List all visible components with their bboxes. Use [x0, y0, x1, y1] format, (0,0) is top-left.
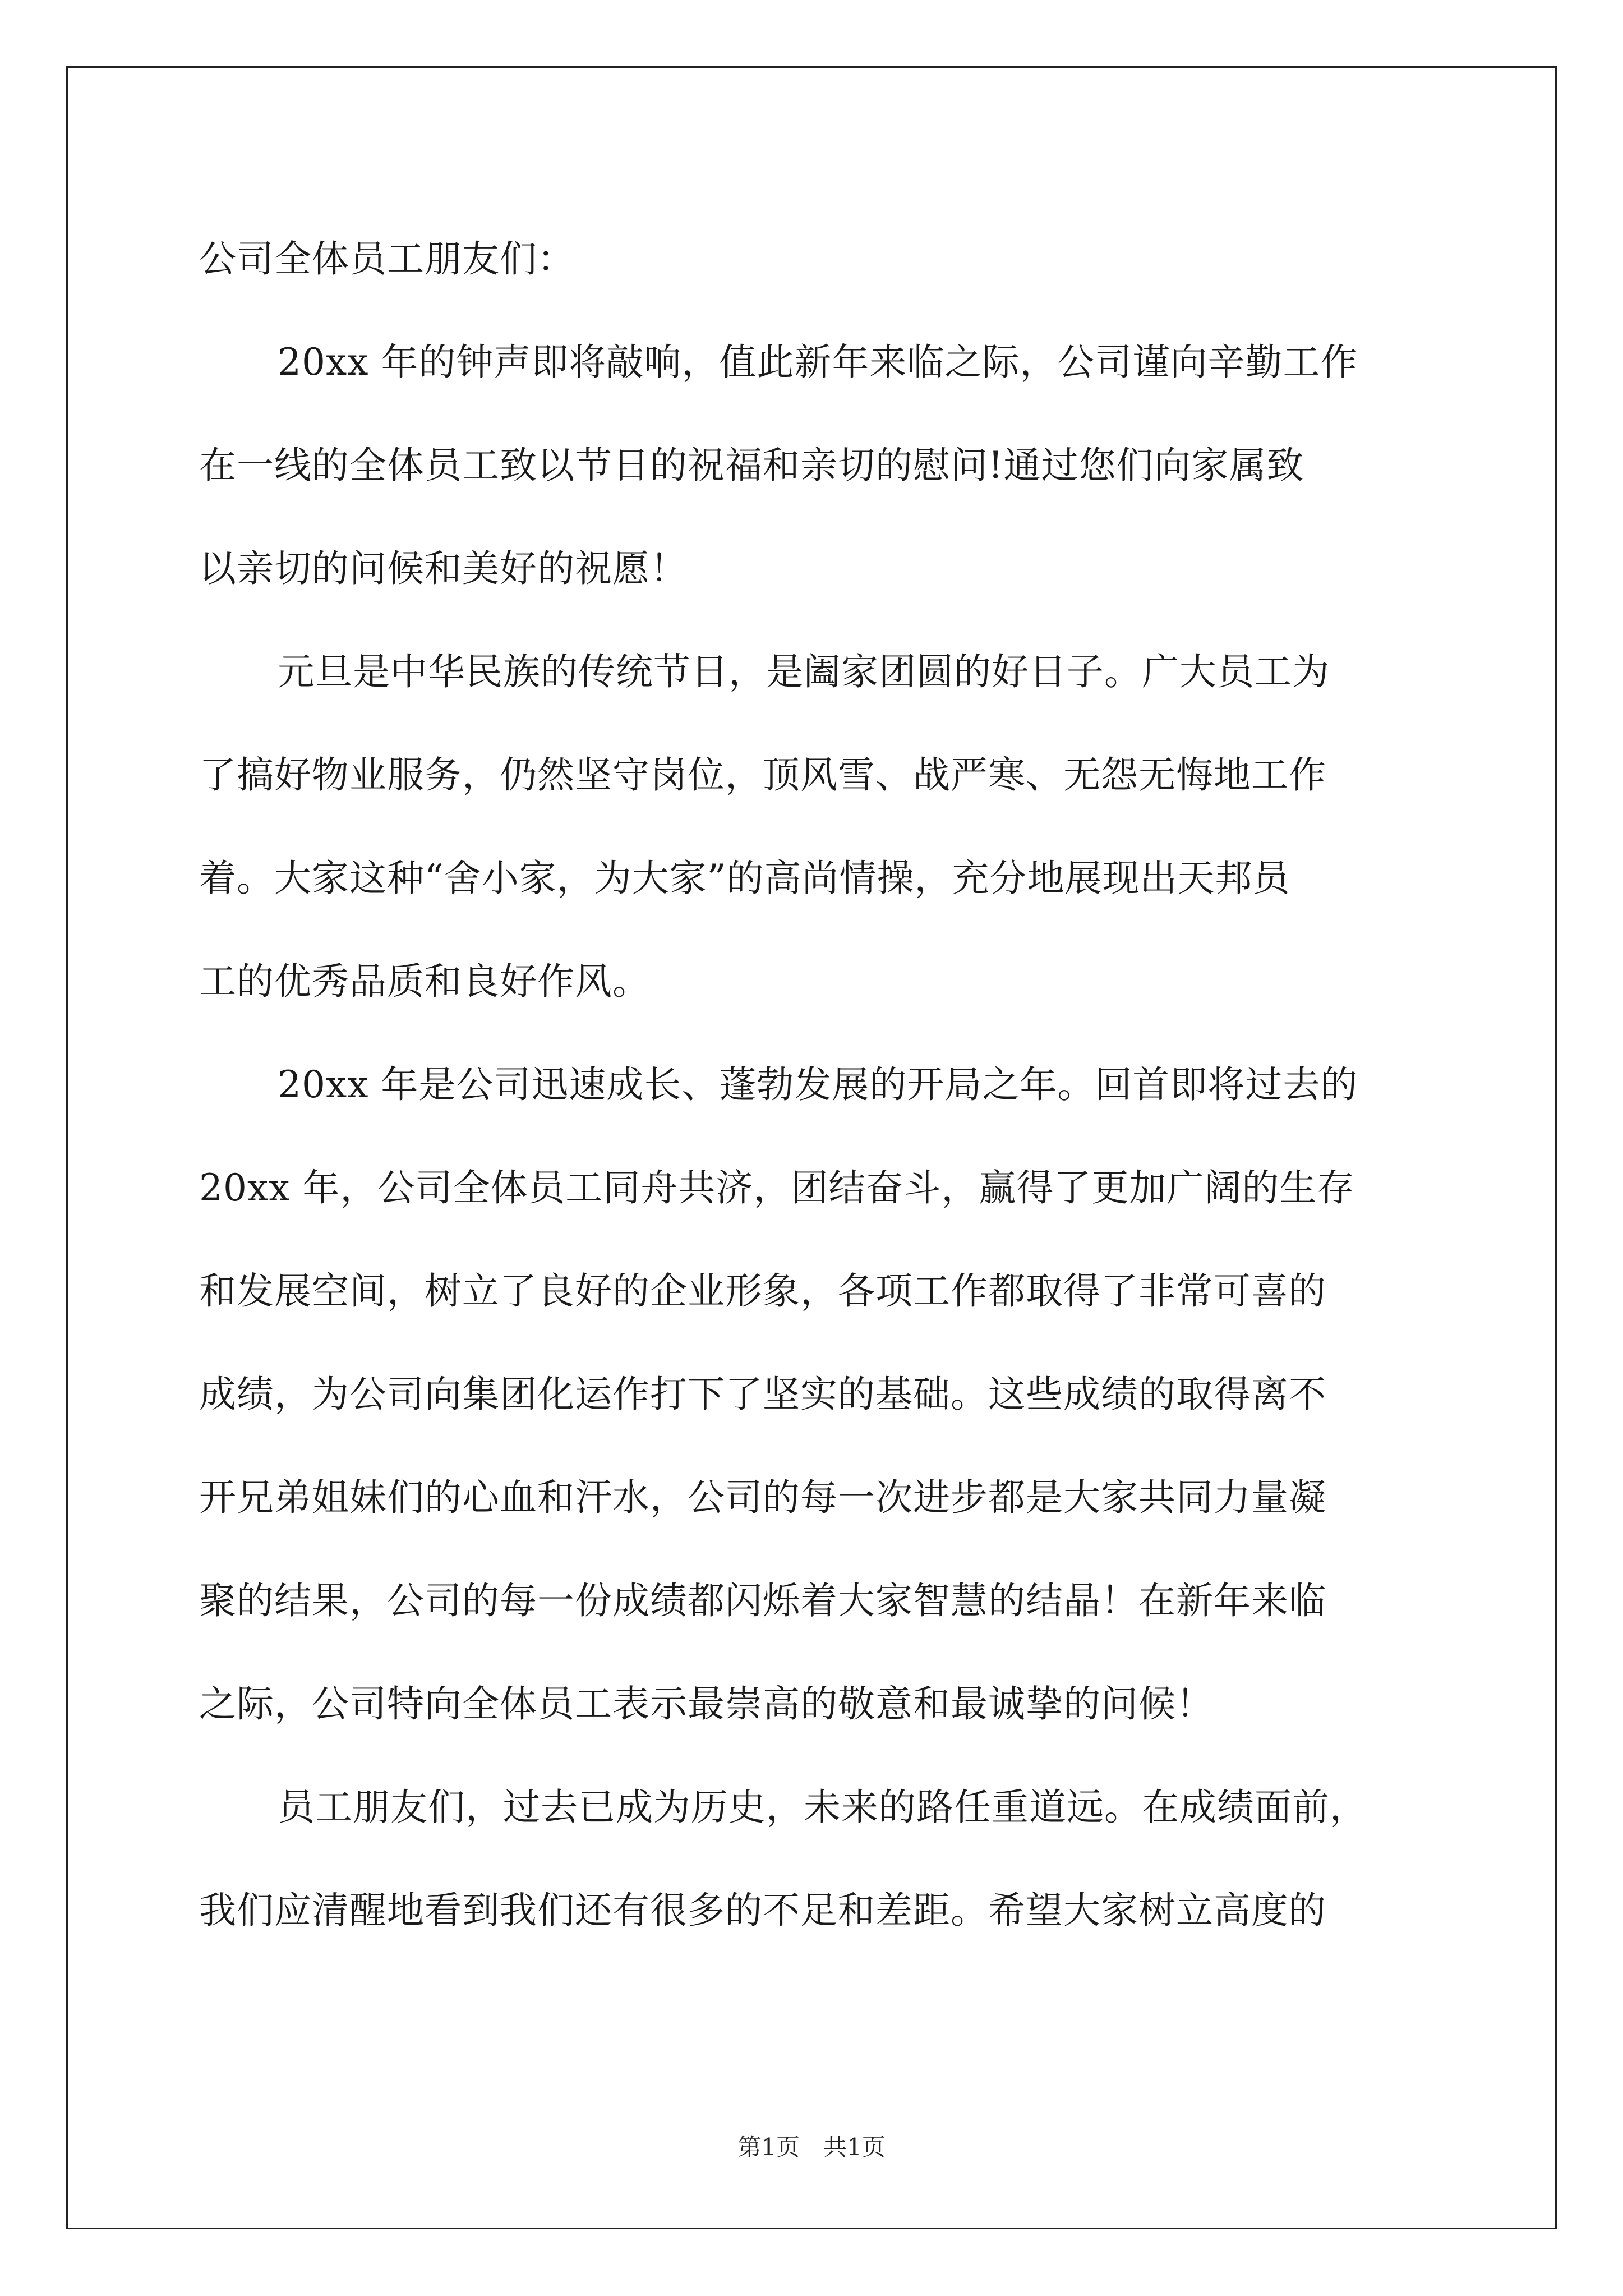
text-line: 工的优秀品质和良好作风。 [199, 960, 650, 1003]
text-line: 员工朋友们，过去已成为历史，未来的路任重道远。在成绩面前， [278, 1786, 1367, 1829]
text-line: 元旦是中华民族的传统节日，是阖家团圆的好日子。广大员工为 [278, 650, 1330, 693]
text-line: 和发展空间，树立了良好的企业形象，各项工作都取得了非常可喜的 [199, 1269, 1326, 1313]
text-line: 公司全体员工朋友们： [199, 237, 575, 280]
text-line: 20xx 年是公司迅速成长、蓬勃发展的开局之年。回首即将过去的 [278, 1063, 1358, 1106]
text-line: 20xx 年的钟声即将敲响，值此新年来临之际，公司谨向辛勤工作 [278, 341, 1358, 384]
text-line: 我们应清醒地看到我们还有很多的不足和差距。希望大家树立高度的 [199, 1889, 1326, 1932]
document-body [199, 208, 1440, 1962]
text-line: 之际，公司特向全体员工表示最崇高的敬意和最诚挚的问候！ [199, 1682, 1214, 1726]
text-line: 成绩，为公司向集团化运作打下了坚实的基础。这些成绩的取得离不 [199, 1373, 1326, 1416]
text-line: 在一线的全体员工致以节日的祝福和亲切的慰问!通过您们向家属致 [199, 444, 1304, 487]
page-footer [0, 2131, 1623, 2164]
page-number-label: 第1页 共1页 [737, 2133, 886, 2161]
text-line: 开兄弟姐妹们的心血和汗水，公司的每一次进步都是大家共同力量凝 [199, 1476, 1326, 1519]
text-line: 聚的结果，公司的每一份成绩都闪烁着大家智慧的结晶！在新年来临 [199, 1579, 1326, 1622]
text-line: 着。大家这种“舍小家，为大家”的高尚情操，充分地展现出天邦员 [199, 857, 1290, 900]
text-line: 20xx 年，公司全体员工同舟共济，团结奋斗，赢得了更加广阔的生存 [199, 1166, 1355, 1209]
text-line: 了搞好物业服务，仍然坚守岗位，顶风雪、战严寒、无怨无悔地工作 [199, 753, 1326, 797]
text-line: 以亲切的问候和美好的祝愿！ [199, 547, 688, 590]
